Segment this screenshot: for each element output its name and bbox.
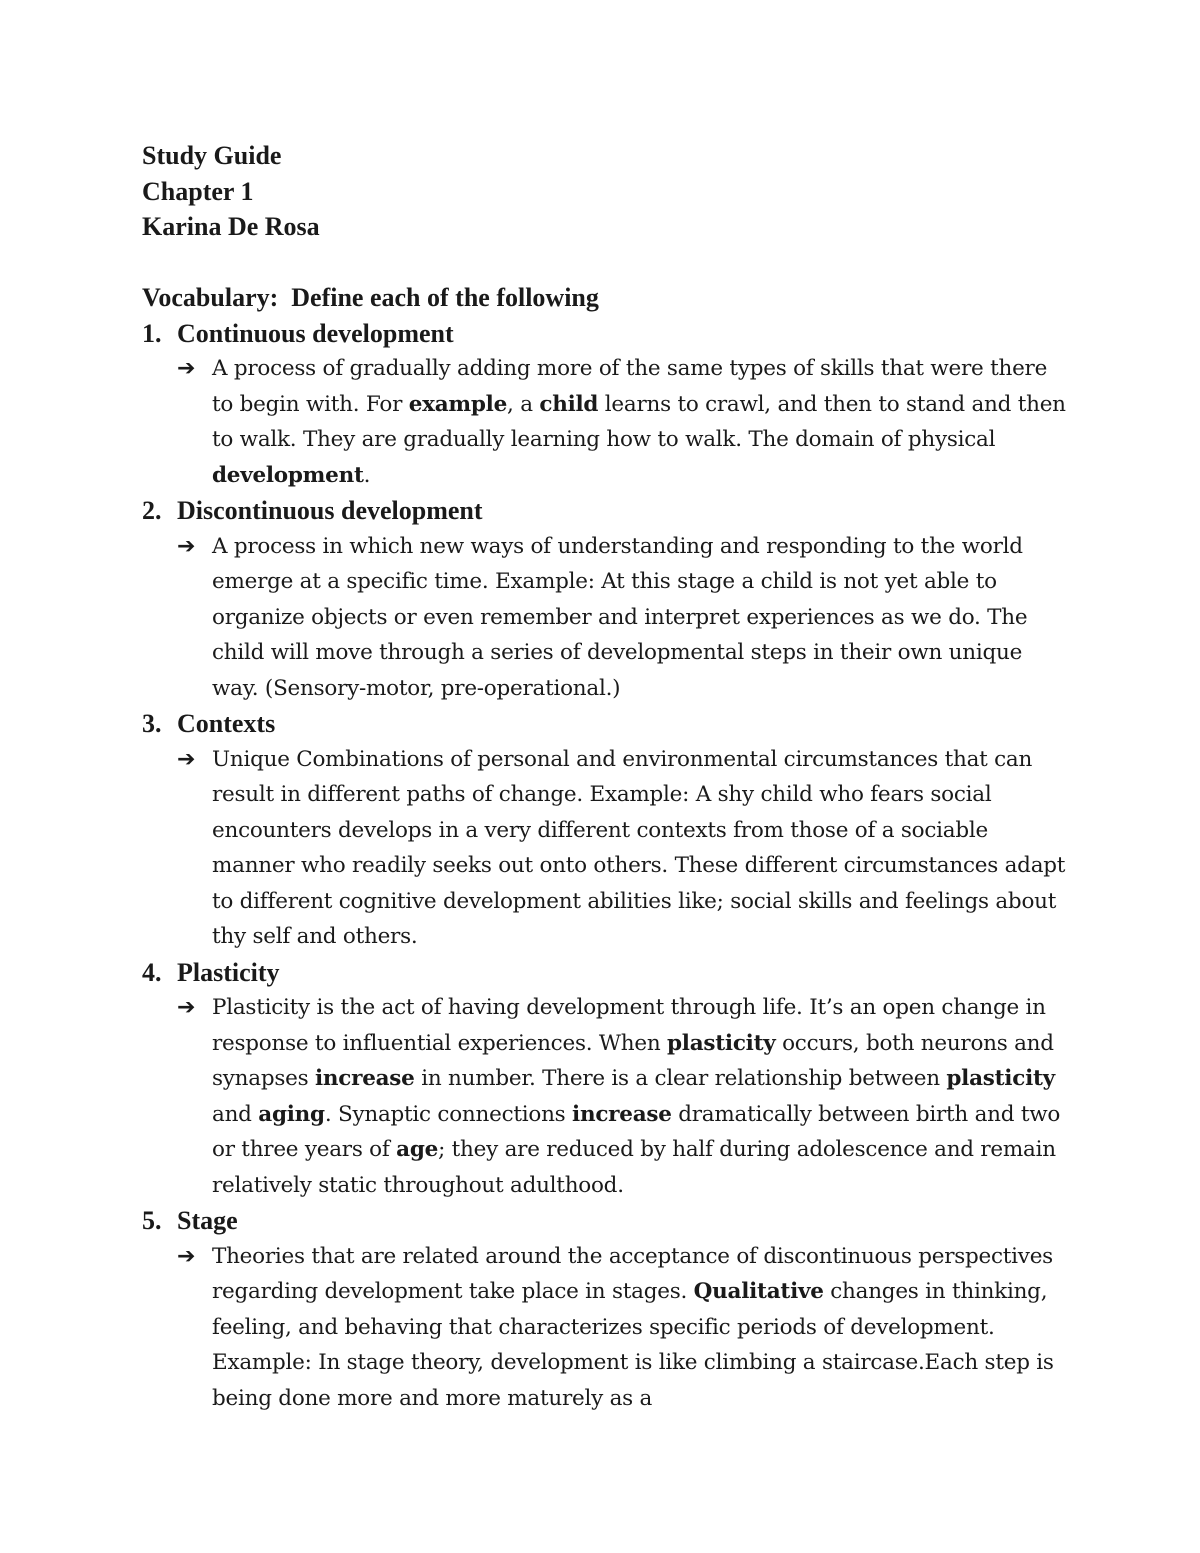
bold-keyword: Qualitative <box>693 1279 824 1304</box>
term-name: Discontinuous development <box>177 496 483 525</box>
definition-bullet <box>177 351 1072 493</box>
blank-line <box>142 245 1072 281</box>
term-heading <box>142 316 1072 352</box>
bold-keyword: plasticity <box>946 1066 1055 1091</box>
definition-bullet <box>177 1239 1072 1417</box>
bold-keyword: development <box>212 462 364 488</box>
vocabulary-item <box>142 493 1072 706</box>
vocabulary-item <box>142 1203 1072 1416</box>
definition-bullet <box>177 529 1072 707</box>
bold-keyword: increase <box>314 1066 415 1091</box>
definition-text: Plasticity is the act of having development through life. It’s an open change in response to influential experiences. When plasticity occurs, both neurons and synapses increase in number. There is a clear relationship between plasticity and aging. Synaptic connections increase dramatically between birth and two or three years of age; they are reduced by half during adolescence and remain relatively static throughout adulthood. <box>212 995 1061 1198</box>
term-number: 2. <box>142 496 162 525</box>
term-name: Stage <box>177 1206 238 1235</box>
vocabulary-heading: Vocabulary: Define each of the following <box>142 283 599 312</box>
definition-text: Unique Combinations of personal and environmental circumstances that can result in different paths of change. Example: A shy child who fears social encounters develops in a very different contexts from those of a sociable manner who readily seeks out onto others. These different circumstances adapt to different cognitive development abilities like; social skills and feelings about thy self and others. <box>212 746 1066 949</box>
term-name: Continuous development <box>177 318 454 348</box>
definition-bullet <box>177 742 1072 955</box>
vocabulary-item <box>142 706 1072 955</box>
arrow-icon: ➔ <box>177 533 196 559</box>
bold-keyword: age <box>396 1137 439 1162</box>
definition-bullet <box>177 990 1072 1203</box>
document-title: Study Guide <box>142 141 282 170</box>
term-number: 5. <box>142 1206 162 1235</box>
bold-keyword: example <box>408 391 508 417</box>
term-heading <box>142 493 1072 529</box>
arrow-icon: ➔ <box>177 1243 196 1269</box>
chapter-label: Chapter 1 <box>142 176 254 206</box>
arrow-icon: ➔ <box>177 356 196 381</box>
definition-text: Theories that are related around the acceptance of discontinuous perspectives regarding development take place in stages. Qualitative changes in thinking, feeling, and behaving that characterizes specific periods of development. Example: In stage theory, development is like climbing a staircase.Each step is being done more and more maturely as a <box>212 1243 1054 1411</box>
author-name: Karina De Rosa <box>142 212 320 241</box>
definition-text: A process of gradually adding more of the same types of skills that were there to begin with. For example, a child learns to crawl, and then to stand and then to walk. They are gradually learning how to walk. The domain of physical development. <box>212 356 1066 488</box>
vocabulary-item <box>142 955 1072 1204</box>
arrow-icon: ➔ <box>177 995 196 1020</box>
term-heading <box>142 706 1072 742</box>
bold-keyword: increase <box>572 1101 672 1127</box>
definition-text: A process in which new ways of understanding and responding to the world emerge at a specific time. Example: At this stage a child is not yet able to organize objects or even remember and interpret experiences as we do. The child will move through a series of developmental steps in their own unique way. (Sensory-motor, pre-operational.) <box>212 533 1028 701</box>
term-number: 4. <box>142 957 162 987</box>
bold-keyword: child <box>539 391 599 417</box>
term-name: Plasticity <box>177 957 280 987</box>
bold-keyword: plasticity <box>667 1030 776 1056</box>
arrow-icon: ➔ <box>177 746 196 772</box>
term-number: 1. <box>142 318 162 348</box>
vocabulary-item <box>142 316 1072 494</box>
term-number: 3. <box>142 709 162 738</box>
term-name: Contexts <box>177 709 276 738</box>
document-page <box>142 138 1072 1416</box>
term-heading <box>142 1203 1072 1239</box>
bold-keyword: aging <box>258 1101 325 1127</box>
vocabulary-list <box>142 316 1072 1417</box>
term-heading <box>142 955 1072 991</box>
